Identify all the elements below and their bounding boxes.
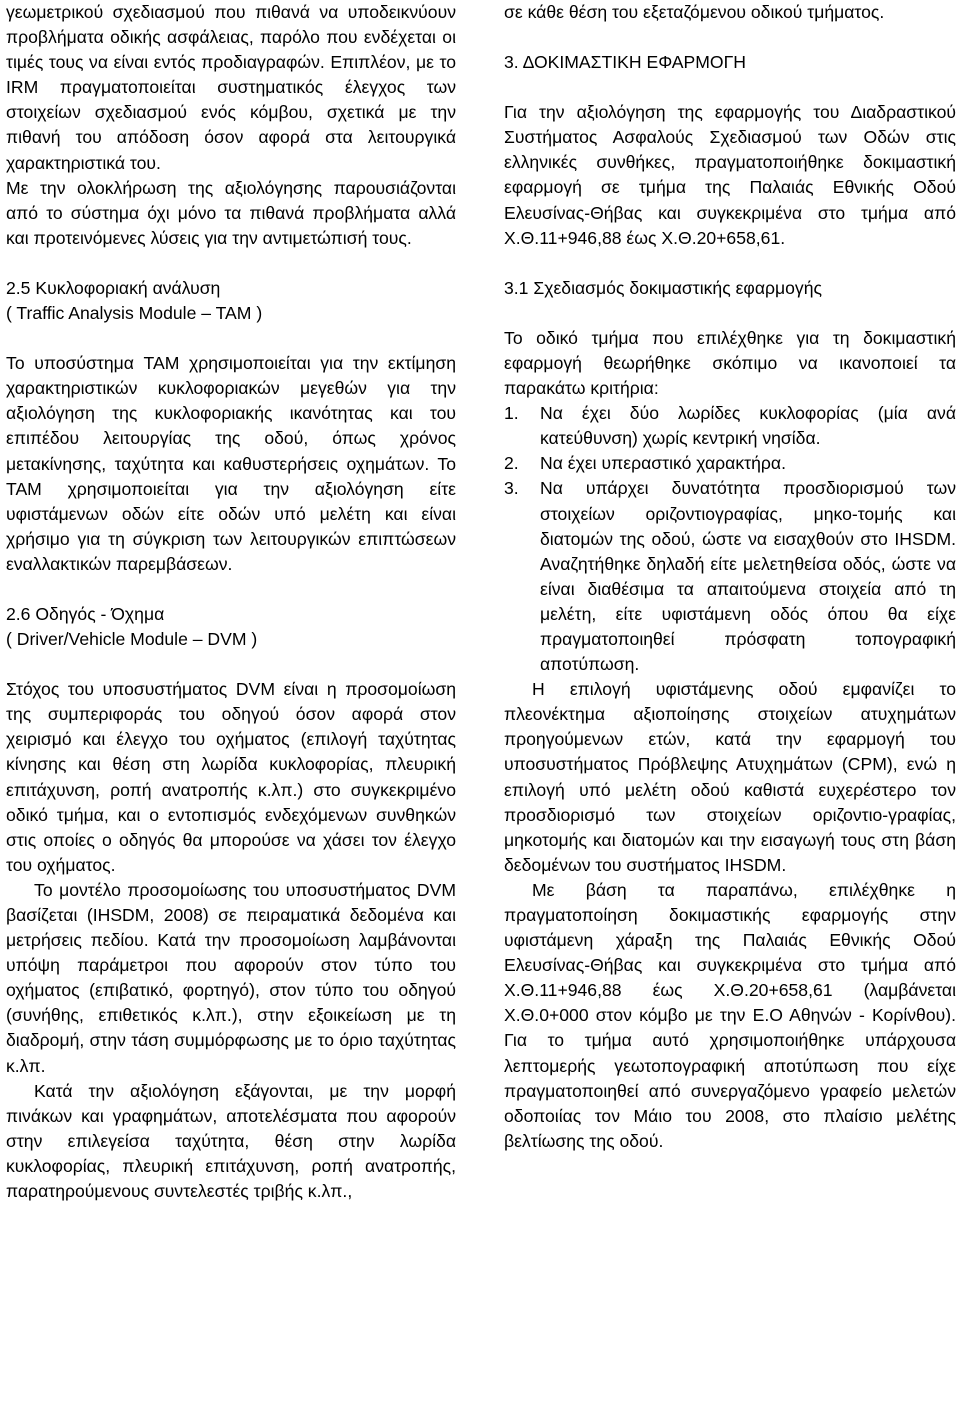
section-subheading-2-5: ( Traffic Analysis Module – TAM ) <box>6 303 263 324</box>
spacer <box>504 251 956 276</box>
spacer <box>6 251 456 276</box>
section-heading-3-1: 3.1 Σχεδιασμός δοκιμαστικής εφαρμογής <box>504 277 822 298</box>
section-heading-2-6: 2.6 Οδηγός - Όχημα <box>6 603 165 624</box>
paragraph-trial-application: Για την αξιολόγηση της εφαρμογής του Διαδραστικού Συστήματος Ασφαλούς Σχεδιασμού των Οδών στις ελληνικές συνθήκες, πραγματοποιήθηκε δοκιμαστική εφαρμογή σε τμήμα της Παλαιάς Εθνικής Οδού Ελευσίνας-Θήβας και συγκεκριμένα στο τμήμα από Χ.Θ.11+946,88 έως Χ.Θ.20+658,61. <box>504 102 956 248</box>
list-item <box>504 451 956 476</box>
section-heading-3: 3. ΔΟΚΙΜΑΣΤΙΚΗ ΕΦΑΡΜΟΓΗ <box>504 52 746 73</box>
right-column <box>504 0 956 1154</box>
list-item <box>504 401 956 451</box>
paragraph-continuation: σε κάθε θέση του εξεταζόμενου οδικού τμήματος. <box>504 2 885 22</box>
paragraph-irm-intro: γεωμετρικού σχεδιασμού που πιθανά να υποδεικνύουν προβλήματα οδικής ασφάλειας, παρόλο που ενδέχεται οι τιμές τους να είναι εντός προδιαγραφών. Επιπλέον, με το IRM πραγματοποιείται συστηματικός έλεγχος των στοιχείων σχεδιασμού ενός κόμβου, σχετικά με την πιθανή του απόδοση όσον αφορά στα λειτουργικά χαρακτηριστικά του. <box>6 2 456 173</box>
section-subheading-2-6: ( Driver/Vehicle Module – DVM ) <box>6 629 258 650</box>
paragraph-dvm-goal: Στόχος του υποσυστήματος DVM είναι η προσομοίωση της συμπεριφοράς του οδηγού όσον αφορά στον χειρισμό και έλεγχο του οχήματος (επιλογή ταχύτητας κίνησης και θέση στη λωρίδα κυκλοφορίας, πλευρική επιτάχυνση, ροπή ανατροπής κ.λπ.) στο συγκεκριμένο οδικό τμήμα, και ο εντοπισμός ενδεχόμενων συνθηκών στις οποίες ο οδηγός θα μπορούσε να χάσει τον έλεγχο του οχήματος. <box>6 679 456 875</box>
paragraph-dvm-model: Το μοντέλο προσομοίωσης του υποσυστήματος DVM βασίζεται (IHSDM, 2008) σε πειραματικά δεδομένα και μετρήσεις πεδίου. Κατά την προσομοίωση λαμβάνονται υπόψη παράμετροι που αφορούν στον τύπο του οχήματος (επιβατικό, φορτηγό), στον τύπο του οδηγού (συνήθης, επιθετικός κ.λπ.), στην εξοικείωση με τη διαδρομή, στην τάση συμμόρφωσης με το όριο ταχύτητας κ.λπ. <box>6 879 456 1076</box>
spacer <box>6 577 456 602</box>
list-item-number: 1. <box>504 403 519 424</box>
spacer <box>6 652 456 677</box>
list-item-number: 2. <box>504 453 519 474</box>
spacer <box>6 326 456 351</box>
spacer <box>504 75 956 100</box>
paragraph-criteria-intro: Το οδικό τμήμα που επιλέχθηκε για τη δοκιμαστική εφαρμογή θεωρήθηκε σκόπιμο να ικανοποιεί τα παρακάτω κριτήρια: <box>504 327 956 399</box>
paragraph-evaluation-results: Με την ολοκλήρωση της αξιολόγησης παρουσιάζονται από το σύστημα όχι μόνο τα πιθανά προβλήματα αλλά και προτεινόμενες λύσεις για την αντιμετώπισή τους. <box>6 177 456 248</box>
spacer <box>504 25 956 50</box>
left-column <box>6 0 456 1204</box>
paragraph-selection: Με βάση τα παραπάνω, επιλέχθηκε η πραγματοποίηση δοκιμαστικής εφαρμογής στην υφιστάμενη χάραξη της Παλαιάς Εθνικής Οδού Ελευσίνας-Θήβας και συγκεκριμένα στο τμήμα από Χ.Θ.11+946,88 έως Χ.Θ.20+658,61 (λαμβάνεται Χ.Θ.0+000 στον κόμβο με την Ε.Ο Αθηνών - Κορίνθου). Για το τμήμα αυτό χρησιμοποιήθηκε υπάρχουσα λεπτομερής γεωτοπογραφική αποτύπωση που είχε πραγματοποιηθεί από συνεργαζόμενο γραφείο μελετών οδοποιίας τον Μάιο του 2008, στο πλαίσιο μελέτης βελτίωσης της οδού. <box>504 879 956 1151</box>
paragraph-existing-road-advantage: Η επιλογή υφιστάμενης οδού εμφανίζει το πλεονέκτημα αξιοποίησης στοιχείων ατυχημάτων προηγούμενων ετών, κατά την εφαρμογή του υποσυστήματος Πρόβλεψης Ατυχημάτων (CPM), ενώ η επιλογή υπό μελέτη οδού καθιστά ευχερέστερο τον προσδιορισμό των στοιχείων οριζοντιο-γραφίας, μηκοτομής και διατομών και την εισαγωγή τους στη βάση δεδομένων του συστήματος IHSDM. <box>504 679 956 875</box>
list-item-text: Να υπάρχει δυνατότητα προσδιορισμού των στοιχείων οριζοντιογραφίας, μηκο-τομής και διατομών της οδού, ώστε να εισαχθούν στο IHSDM. Αναζητήθηκε δηλαδή είτε μελετηθείσα οδός, ώστε να είναι διαθέσιμα τα απαιτούμενα στοιχεία από τη μελέτη, είτε υφιστάμενη οδός όπου θα είχε πραγματοποιηθεί πρόσφατη τοπογραφική αποτύπωση. <box>540 478 956 675</box>
spacer <box>504 301 956 326</box>
list-item-text: Να έχει υπεραστικό χαρακτήρα. <box>540 453 786 474</box>
paragraph-dvm-output: Κατά την αξιολόγηση εξάγονται, με την μορφή πινάκων και γραφημάτων, αποτελέσματα που αφορούν στην επιλεγείσα ταχύτητα, θέση στην λωρίδα κυκλοφορίας, πλευρική επιτάχυνση, ροπή ανατροπής, παρατηρούμενους συντελεστές τριβής κ.λπ., <box>6 1080 456 1202</box>
list-item-text: Να έχει δύο λωρίδες κυκλοφορίας (μία ανά κατεύθυνση) χωρίς κεντρική νησίδα. <box>540 403 956 449</box>
paragraph-tam: Το υποσύστημα TAM χρησιμοποιείται για την εκτίμηση χαρακτηριστικών κυκλοφοριακών μεγεθών για την αξιολόγηση της κυκλοφοριακής ικανότητας και του επιπέδου λειτουργίας της οδού, όπως χρόνος μετακίνησης, ταχύτητα και καθυστερήσεις οχημάτων. Το TAM χρησιμοποιείται για την αξιολόγηση είτε υφιστάμενων οδών είτε οδών υπό μελέτη και είναι χρήσιμο για τη σύγκριση των λειτουργικών επιπτώσεων εναλλακτικών παρεμβάσεων. <box>6 353 456 574</box>
list-item <box>504 476 956 677</box>
list-item-number: 3. <box>504 478 519 499</box>
section-heading-2-5: 2.5 Κυκλοφοριακή ανάλυση <box>6 277 221 298</box>
criteria-list <box>504 401 956 677</box>
